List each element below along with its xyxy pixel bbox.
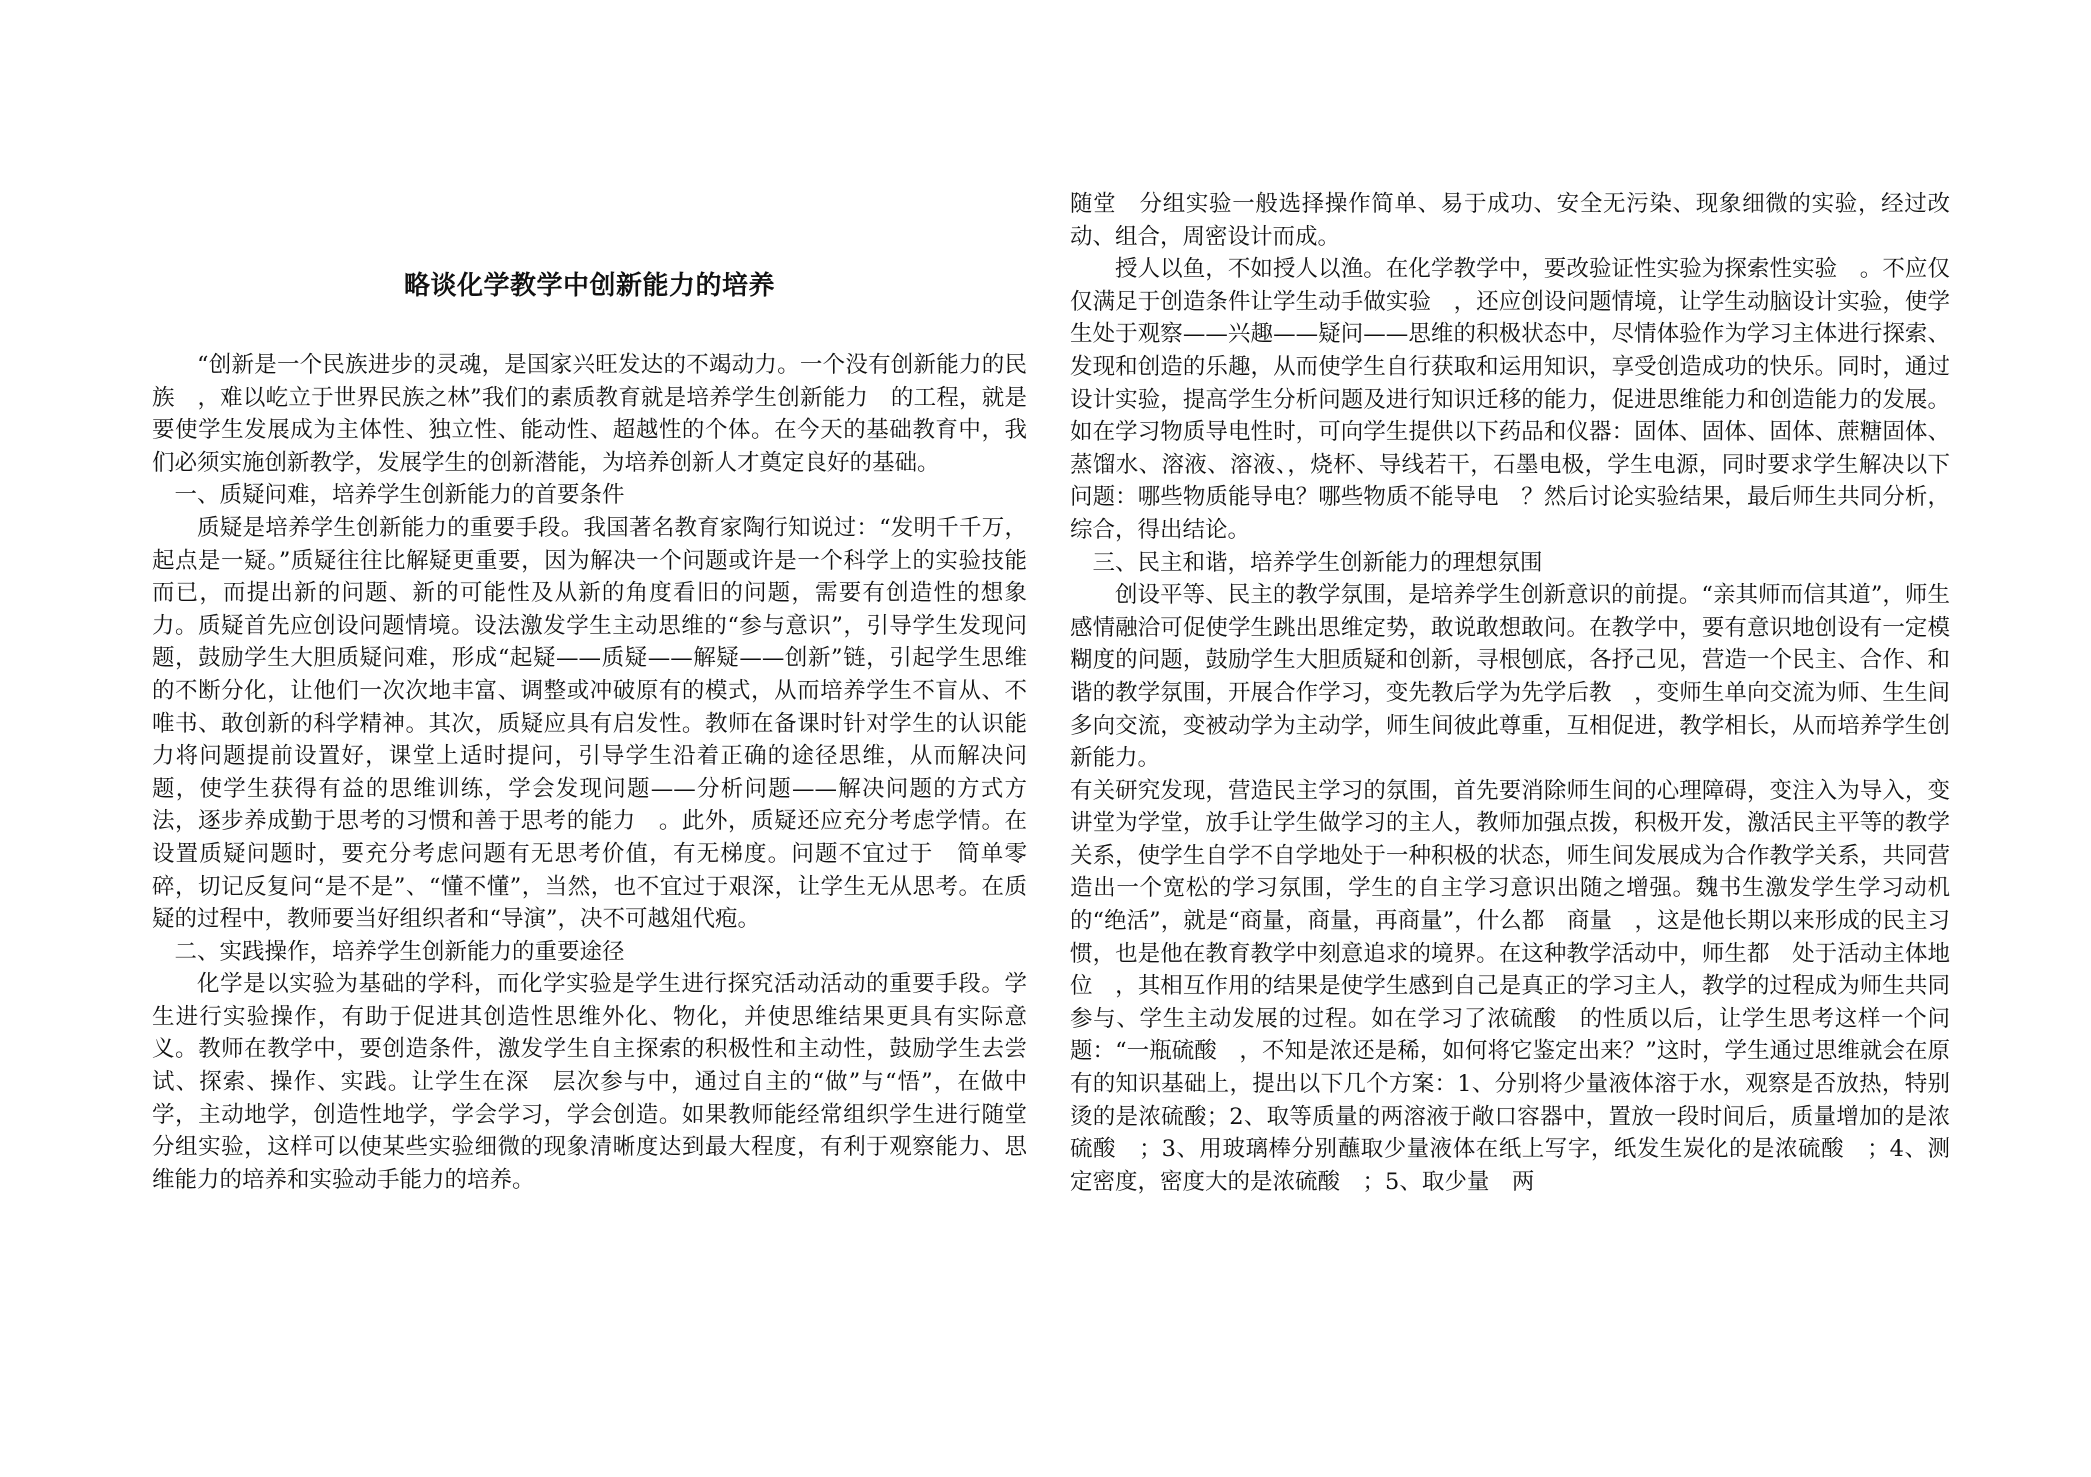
- paragraph: 随堂 分组实验一般选择操作简单、易于成功、安全无污染、现象细微的实验，经过改动、组合，周密设计而成。: [1070, 191, 1950, 250]
- right-column: [1070, 188, 1950, 1198]
- paragraph: 化学是以实验为基础的学科，而化学实验是学生进行探究活动活动的重要手段。学生进行实验操作，有助于促进其创造性思维外化、物化，并使思维结果更具有实际意义。教师在教学中，要创造条件，激发学生自主探索的积极性和主动性，鼓励学生去尝试、探索、操作、实践。让学生在深 层次参与中，通过自主的“做”与“悟”，在做中学，主动地学，创造性地学，学会学习，学会创造。如果教师能经常组织学生进行随堂分组实验，这样可以使某些实验细微的现象清晰度达到最大程度，有利于观察能力、思维能力的培养和实验动手能力的培养。: [152, 971, 1027, 1193]
- paragraph: 创设平等、民主的教学氛围，是培养学生创新意识的前提。“亲其师而信其道”，师生感情融洽可促使学生跳出思维定势，敢说敢想敢问。在教学中，要有意识地创设有一定模糊度的问题，鼓励学生大胆质疑和创新，寻根刨底，各抒己见，营造一个民主、合作、和谐的教学氛围，开展合作学习，变先教后学为先学后教 ，变师生单向交流为师、生生间多向交流，变被动学为主动学，师生间彼此尊重，互相促进，教学相长，从而培养学生创新能力。: [1070, 582, 1950, 772]
- document-title: 略谈化学教学中创新能力的培养: [403, 271, 775, 301]
- paragraph: 有关研究发现，营造民主学习的氛围，首先要消除师生间的心理障碍，变注入为导入，变讲堂为学堂，放手让学生做学习的主人，教师加强点拨，积极开发，激活民主平等的教学关系，使学生自学不自学地处于一种积极的状态，师生间发展成为合作教学关系，共同营造出一个宽松的学习氛围，学生的自主学习意识出随之增强。魏书生激发学生学习动机的“绝活”，就是“商量，商量，再商量”，什么都 商量 ，这是他长期以来形成的民主习惯，也是他在教育教学中刻意追求的境界。在这种教学活动中，师生都 处于活动主体地位 ，其相互作用的结果是使学生感到自己是真正的学习主人，教学的过程成为师生共同参与、学生主动发展的过程。如在学习了浓硫酸 的性质以后，让学生思考这样一个问题：“一瓶硫酸 ，不知是浓还是稀，如何将它鉴定出来？”这时，学生通过思维就会在原有的知识基础上，提出以下几个方案：1、分别将少量液体溶于水，观察是否放热，特别烫的是浓硫酸；2、取等质量的两溶液于敞口容器中，置放一段时间后，质量增加的是浓硫酸 ；3、用玻璃棒分别蘸取少量液体在纸上写字，纸发生炭化的是浓硫酸 ；4、测定密度，密度大的是浓硫酸 ；5、取少量 两: [1070, 777, 1950, 1195]
- section-heading: 一、质疑问难，培养学生创新能力的首要条件: [174, 482, 625, 509]
- paragraph: 授人以鱼，不如授人以渔。在化学教学中，要改验证性实验为探索性实验 。不应仅仅满足于创造条件让学生动手做实验 ，还应创设问题情境，让学生动脑设计实验，使学生处于观察——兴趣——疑问——思维的积极状态中，尽情体验作为学习主体进行探索、发现和创造的乐趣，从而使学生自行获取和运用知识，享受创造成功的快乐。同时，通过设计实验，提高学生分析问题及进行知识迁移的能力，促进思维能力和创造能力的发展。如在学习物质导电性时，可向学生提供以下药品和仪器：固体、固体、固体、蔗糖固体、蒸馏水、溶液、溶液、，烧杯、导线若干，石墨电极，学生电源，同时要求学生解决以下问题：哪些物质能导电？哪些物质不能导电 ？然后讨论实验结果，最后师生共同分析，综合，得出结论。: [1070, 256, 1950, 543]
- paragraph: 质疑是培养学生创新能力的重要手段。我国著名教育家陶行知说过：“发明千千万，起点是一疑。”质疑往往比解疑更重要，因为解决一个问题或许是一个科学上的实验技能而已，而提出新的问题、新的可能性及从新的角度看旧的问题，需要有创造性的想象力。质疑首先应创设问题情境。设法激发学生主动思维的“参与意识”，引导学生发现问题，鼓励学生大胆质疑问难，形成“起疑——质疑——解疑——创新”链，引起学生思维的不断分化，让他们一次次地丰富、调整或冲破原有的模式，从而培养学生不盲从、不唯书、敢创新的科学精神。其次，质疑应具有启发性。教师在备课时针对学生的认识能力将问题提前设置好，课堂上适时提问，引导学生沿着正确的途径思维，从而解决问题，使学生获得有益的思维训练，学会发现问题——分析问题——解决问题的方式方法，逐步养成勤于思考的习惯和善于思考的能力 。此外，质疑还应充分考虑学情。在设置质疑问题时，要充分考虑问题有无思考价值，有无梯度。问题不宜过于 简单零碎，切记反复问“是不是”、“懂不懂”，当然，也不宜过于艰深，让学生无从思考。在质疑的过程中，教师要当好组织者和“导演”，决不可越俎代疱。: [152, 514, 1027, 933]
- section-heading: 三、民主和谐，培养学生创新能力的理想氛围: [1092, 549, 1543, 576]
- section-heading: 二、实践操作，培养学生创新能力的重要途径: [174, 938, 625, 965]
- paragraph: “创新是一个民族进步的灵魂，是国家兴旺发达的不竭动力。一个没有创新能力的民族 ，难以屹立于世界民族之林”我们的素质教育就是培养学生创新能力 的工程，就是要使学生发展成为主体性、独立性、能动性、超越性的个体。在今天的基础教育中，我们必须实施创新教学，发展学生的创新潜能，为培养创新人才奠定良好的基础。: [152, 352, 1027, 476]
- left-column: [152, 349, 1027, 1196]
